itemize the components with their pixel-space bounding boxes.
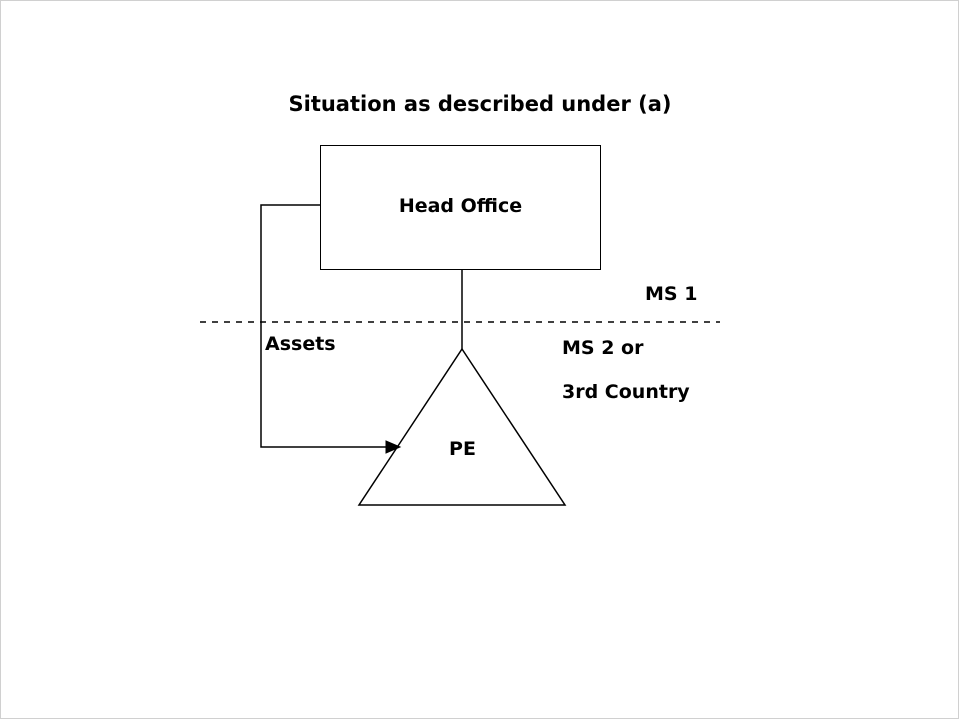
- jurisdiction-label-third-country: 3rd Country: [562, 381, 690, 403]
- jurisdiction-label-ms2: MS 2 or: [562, 337, 644, 359]
- head-office-label: Head Office: [398, 195, 523, 217]
- jurisdiction-label-ms1: MS 1: [645, 283, 698, 305]
- pe-triangle: [359, 349, 565, 505]
- pe-label: PE: [449, 438, 476, 460]
- page-title: Situation as described under (a): [288, 92, 672, 116]
- assets-edge-label: Assets: [265, 333, 336, 355]
